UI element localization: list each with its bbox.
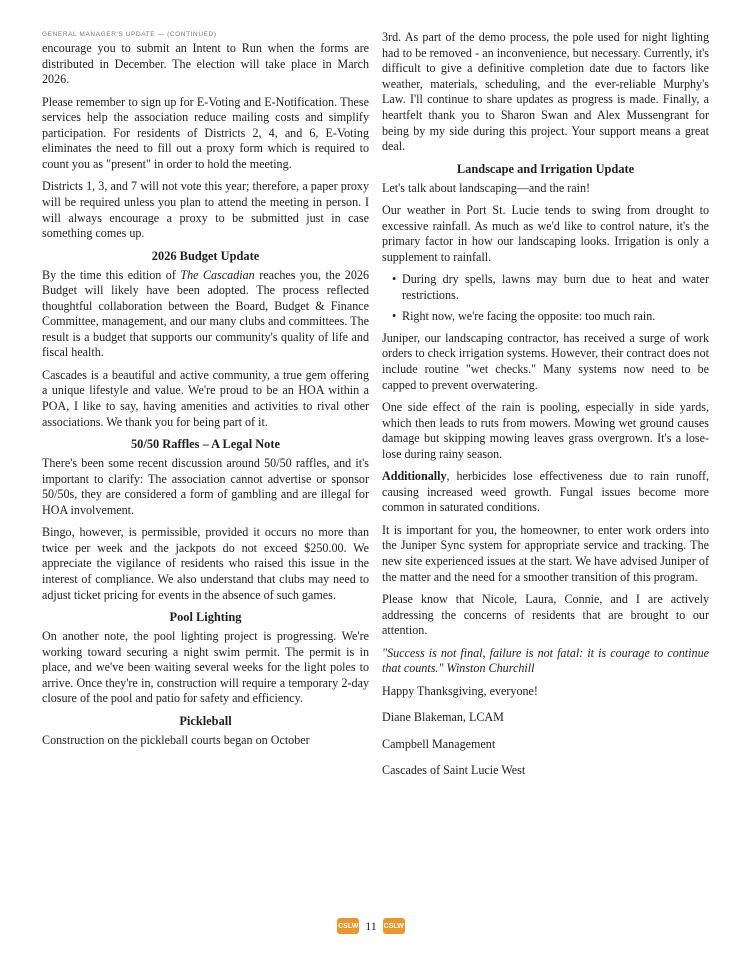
lead-word: Additionally [382,469,447,484]
page-number: 11 [365,918,377,933]
text-run: By the time this edition of [42,267,181,282]
paragraph: Please remember to sign up for E-Voting and E-Notification. These services help the association reduce mailing costs and simplify participation. For residents of Districts 2, 4, and 6, E-Voting eliminates the need to fill out a proxy form which is required to count you as "present" in order to hold the meeting. [42,94,369,171]
section-heading-pool: Pool Lighting [169,609,242,624]
right-column [382,30,709,790]
left-column [42,30,369,755]
paragraph: Please know that Nicole, Laura, Connie, and I are actively addressing the concerns of residents that are brought to our attention. [382,591,709,638]
paragraph: 3rd. As part of the demo process, the pole used for night lighting had to be removed - an inconvenience, but necessary. Currently, it's difficult to give a definitive completion date due to factors like weather, materials, scheduling, and the ever-reliable Murphy's Law. I'll continue to share updates as progress is made. Finally, a heartfelt thank you to Sharon Swan and Alex Mussengrant for being by my side during this project. Your support means a great deal. [382,30,709,154]
section-heading-pickleball: Pickleball [179,713,232,728]
bullet-list [392,272,709,325]
paragraph: There's been some recent discussion around 50/50 raffles, and it's important to clarify: The association cannot advertise or sponsor 50/50s, they are considered a form of gambling and are illegal for HOA involvement. [42,456,369,517]
paragraph: Let's talk about landscaping—and the rain! [382,180,591,195]
text-run: reaches you, the 2026 Budget will likely have been adopted. The process reflected thoughtful collaboration between the Board, Budget & Finance Committee, management, and our many clubs and committees. The result is a budget that supports our community's quality of life and fiscal health. [42,267,369,360]
association-logo-icon: CSLW [383,918,405,934]
section-heading-budget: 2026 Budget Update [151,248,260,263]
running-head: GENERAL MANAGER'S UPDATE — (CONTINUED) [42,31,217,38]
paragraph: Districts 1, 3, and 7 will not vote this year; therefore, a paper proxy will be required unless you plan to attend the meeting in person. I will always encourage a proxy to be submitted just in case something comes up. [42,179,369,241]
association-logo-icon: CSLW [337,918,359,934]
text-run: , herbicides lose effectiveness due to rain runoff, causing increased weed growth. Fungal issues become more common in saturated conditions. [382,469,709,515]
paragraph [382,469,709,516]
signature-association: Cascades of Saint Lucie West [382,763,526,778]
signature-name: Diane Blakeman, LCAM [382,710,504,725]
paragraph: On another note, the pool lighting project is progressing. We're working toward securing a night swim permit. The permit is in place, and we've been waiting several weeks for the light poles to arrive. Once they're in, construction will require a temporary 2-day closure of the pool and patio for safety and efficiency. [42,628,369,706]
list-item: • Right now, we're facing the opposite: too much rain. [392,309,709,325]
list-item: • During dry spells, lawns may burn due to heat and water restrictions. [392,272,709,303]
paragraph: encourage you to submit an Intent to Run when the forms are distributed in December. The election will take place in March 2026. [42,41,369,87]
paragraph: It is important for you, the homeowner, to enter work orders into the Juniper Sync system for appropriate service and tracking. The new site experienced issues at the start. We have advised Juniper of the matter and the need for a smoother transition of this program. [382,522,709,584]
signoff: Happy Thanksgiving, everyone! [382,683,538,698]
paragraph: Construction on the pickleball courts began on October [42,732,310,747]
quote: "Success is not final, failure is not fatal: it is courage to continue that counts." Winston Churchill [382,645,709,676]
section-heading-raffles: 50/50 Raffles – A Legal Note [130,437,280,452]
page-footer [0,918,742,934]
paragraph: One side effect of the rain is pooling, especially in side yards, which then leads to ruts from mowers. Mowing wet ground causes damage but skipping mowing leaves grass overgrown. It's a lose-lose during rainy season. [382,400,709,461]
paragraph: Our weather in Port St. Lucie tends to swing from drought to excessive rainfall. As much as we'd like to control nature, it's the primary factor in how our landscaping looks. Irrigation is only a supplement to rainfall. [382,202,709,264]
section-heading-landscape: Landscape and Irrigation Update [456,161,635,176]
paragraph: Bingo, however, is permissible, provided it occurs no more than twice per week and the jackpots do not exceed $250.00. We appreciate the vigilance of residents who raised this issue in the interest of compliance. We also understand that clubs may need to adjust ticket pricing for events in the absence of such games. [42,525,369,602]
paragraph: Cascades is a beautiful and active community, a true gem offering a unique lifestyle and value. We're proud to be an HOA within a POA, I like to say, having amenities and activities to rival other associations. We thank you for being part of it. [42,367,369,429]
publication-name: The Cascadian [180,267,255,282]
paragraph [42,268,369,362]
paragraph: Juniper, our landscaping contractor, has received a surge of work orders to check irrigation systems. However, their contract does not include routine "wet checks." Many systems now need to be capped to prevent overwatering. [382,330,709,392]
signature-company: Campbell Management [382,736,496,751]
